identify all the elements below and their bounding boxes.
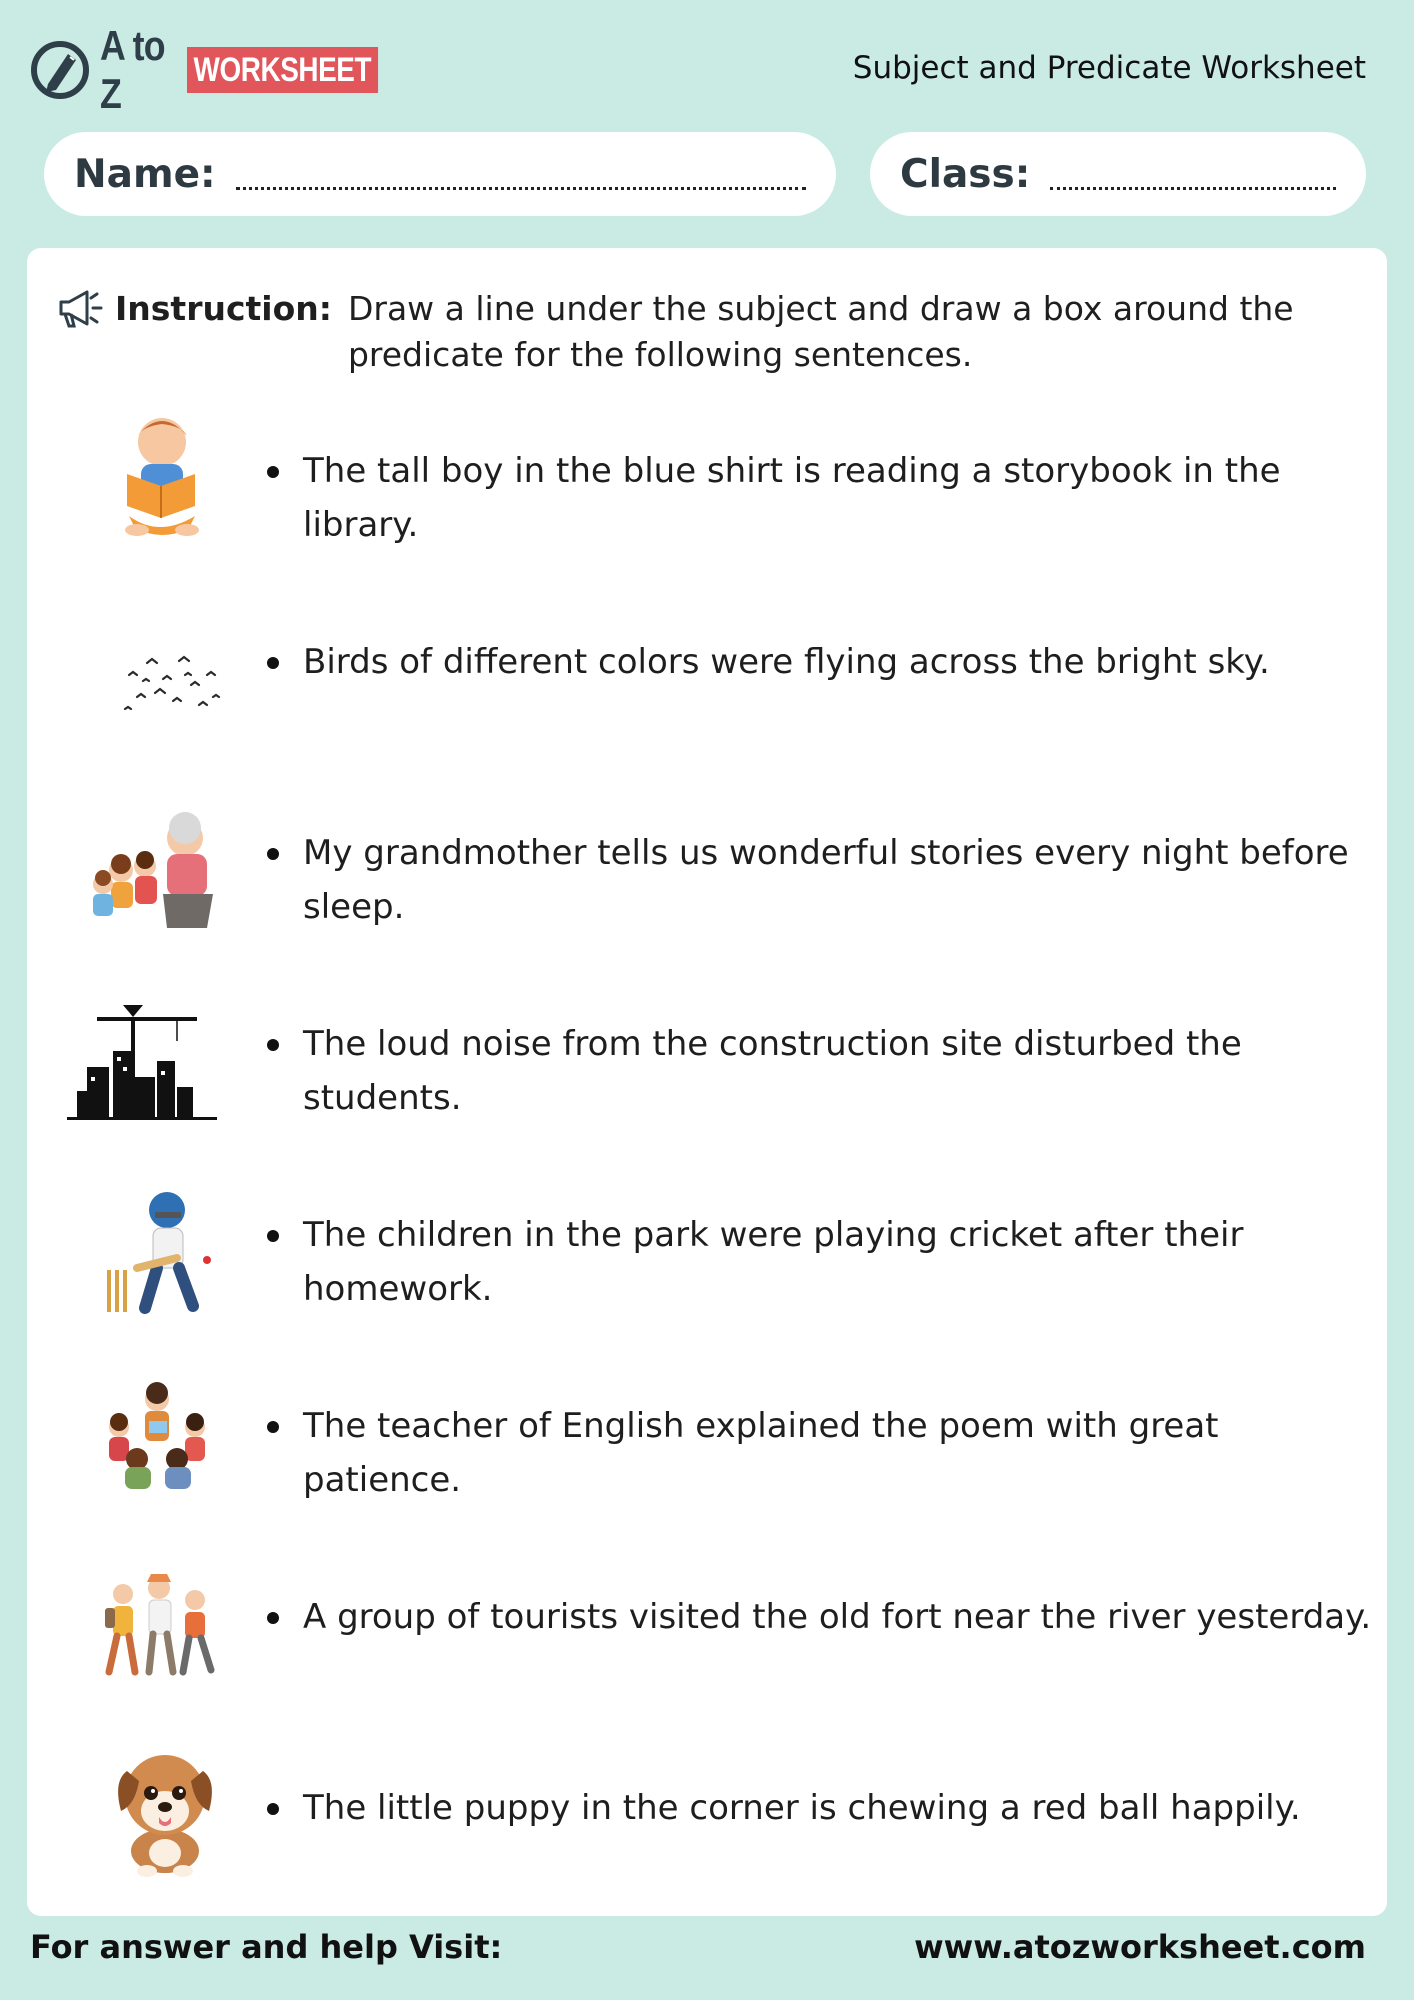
list-item [27,1017,1387,1187]
bullet [267,1039,279,1051]
sentence-text: The teacher of English explained the poem with great patience. [303,1406,1219,1500]
construction-site-icon [57,987,227,1137]
list-item [27,444,1387,614]
instruction [55,286,1355,378]
bullet [267,1230,279,1242]
birds-flying-icon [67,605,237,755]
logo-text-atoz: A to Z [100,22,165,117]
cricket-player-icon [67,1178,237,1328]
grandmother-storytelling-icon [67,806,237,956]
bullet [267,657,279,669]
puppy-icon [67,1731,237,1881]
sentence-text: The little puppy in the corner is chewing a red ball happily. [303,1788,1301,1828]
megaphone-icon [55,286,103,332]
list-item [27,1781,1387,1951]
teacher-with-children-icon [67,1359,237,1509]
sentence-text: The tall boy in the blue shirt is reading a storybook in the library. [303,451,1281,545]
footer-website-link[interactable]: www.atozworksheet.com [914,1928,1366,1966]
instruction-text: Draw a line under the subject and draw a box around the predicate for the following sentences. [347,289,1294,374]
bullet [267,1803,279,1815]
name-writing-line[interactable] [236,187,806,190]
instruction-label: Instruction: [115,289,332,328]
worksheet-card [27,248,1387,1916]
logo-text-worksheet: WORKSHEET [187,47,378,93]
sentence-text: The loud noise from the construction site disturbed the students. [303,1024,1242,1118]
class-field[interactable] [870,132,1366,216]
class-writing-line[interactable] [1050,187,1336,190]
bullet [267,848,279,860]
boy-reading-icon [67,404,237,554]
logo [30,22,420,117]
list-item [27,1208,1387,1378]
bullet [267,1612,279,1624]
list-item [27,635,1387,805]
sentence-text: My grandmother tells us wonderful stories every night before sleep. [303,833,1349,927]
bullet [267,466,279,478]
worksheet-title: Subject and Predicate Worksheet [852,50,1366,86]
bullet [267,1421,279,1433]
footer-help-text: For answer and help Visit: [30,1928,503,1966]
logo-pen-icon [30,40,90,100]
list-item [27,826,1387,996]
name-label: Name: [74,151,216,197]
tourists-group-icon [67,1550,237,1700]
sentence-text: The children in the park were playing cricket after their homework. [303,1215,1244,1309]
name-field[interactable] [44,132,836,216]
list-item [27,1399,1387,1569]
sentence-text: Birds of different colors were flying across the bright sky. [303,642,1270,682]
sentence-text: A group of tourists visited the old fort near the river yesterday. [303,1597,1372,1637]
class-label: Class: [900,151,1031,197]
